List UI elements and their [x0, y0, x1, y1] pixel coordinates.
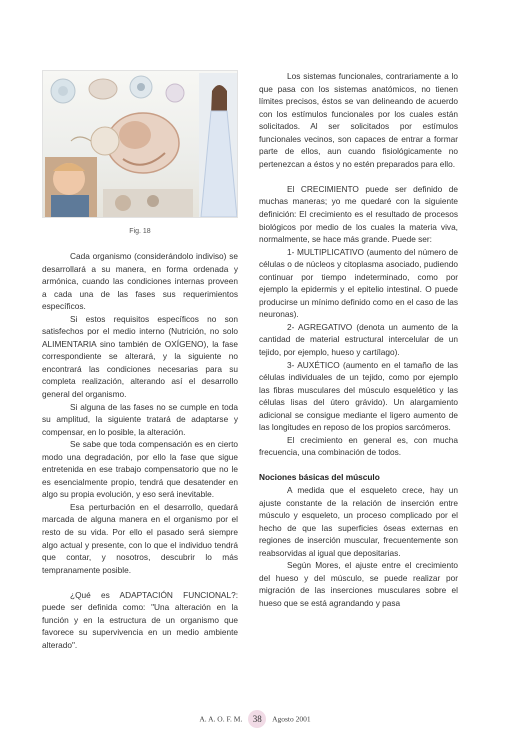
paragraph: 1- MULTIPLICATIVO (aumento del número de células o de núcleos y citoplasma asociado, pudiendo continuar por tiempo indeterminado, como por ejemplo la epidermis y el epitelio intestinal. O puede producirse un mínimo definido como en el caso de las neuronas). [259, 246, 458, 320]
paragraph: ¿Qué es ADAPTACIÓN FUNCIONAL?: puede ser definida como: "Una alteración en la función y en la estructura de un organismo que favorece su supervivencia en un medio ambiente alterado". [42, 589, 238, 650]
paragraph: Se sabe que toda compensación es en cierto modo una degradación, por ello la fase que sigue entretenida en ese trabajo compensatorio que no le es esencialmente propio, tendrá que desatender en algo su propia evolución, y eso será inevitable. [42, 439, 238, 500]
right-column [259, 70, 458, 609]
paragraph: Si estos requisitos específicos no son satisfechos por el medio interno (Nutrición, no solo ALIMENTARIA sino también de OXÍGENO), la fase correspondiente se alterará, y la siguiente no encontrará las condiciones necesarias para su completa realización, alterando así el desarrollo general del organismo. [42, 313, 238, 400]
paragraph: A medida que el esqueleto crece, hay un ajuste constante de la relación de inserción entre músculo y esqueleto, un proceso complicado por el hecho de que las superficies óseas externas en regiones de inserción muscular, frecuentemente son reabsorvidas al igual que depositarias. [259, 484, 458, 558]
paragraph: Cada organismo (considerándolo indiviso) se desarrollará a su manera, en forma ordenada y armónica, cuando las condiciones internas proveen a cada una de las fases sus requerimientos específicos. [42, 251, 238, 312]
section-heading: Nociones básicas del músculo [259, 472, 380, 483]
page-number: 38 [248, 710, 266, 728]
figure-image [42, 70, 238, 218]
collage-illustration [43, 71, 238, 218]
figure-caption: Fig. 18 [129, 228, 151, 235]
paragraph: Según Mores, el ajuste entre el crecimiento del hueso y del músculo, se puede realizar por migración de las inserciones musculares sobre el hueso que se está agrandando y pasa [259, 560, 458, 608]
paragraph: Si alguna de las fases no se cumple en toda su amplitud, la siguiente tratará de adaptarse y compensar, en lo posible, la alteración. [42, 401, 238, 437]
left-column [42, 250, 238, 651]
issue-date: Agosto 2001 [272, 714, 311, 724]
paragraph: El crecimiento en general es, con mucha frecuencia, una combinación de todos. [259, 434, 458, 458]
paragraph: Los sistemas funcionales, contrariamente a lo que pasa con los sistemas anatómicos, no tienen límites precisos, éstos se van delineando de acuerdo con los estímulos funcionales por los cuales están solicitados. Al ser solicitados por estímulos funcionales vecinos, son capaces de entrar a formar parte de ellos, aun cuando fisiológicamente no pertenezcan a éstos y no estén preparados para ello. [259, 71, 458, 169]
journal-name: A. A. O. F. M. [199, 714, 243, 724]
paragraph: 2- AGREGATIVO (denota un aumento de la cantidad de material estructural intercelular de un tejido, por ejemplo, hueso y cartílago). [259, 321, 458, 357]
paragraph: Esa perturbación en el desarrollo, quedará marcada de alguna manera en el organismo por el resto de su vida. Por ello el pasado será siempre algo actual y presente, con lo que el individuo tendrá que contar, y nosotros, descubrir lo más tempranamente posible. [42, 501, 238, 575]
paragraph: 3- AUXÉTICO (aumento en el tamaño de las células individuales de un tejido, como por ejemplo las fibras musculares del músculo esquelético y las células lisas del útero grávido). Un alargamiento adicional se consigue mediante el ligero aumento de las longitudes en reposo de los propios sarcómeros. [259, 359, 458, 433]
paragraph: El CRECIMIENTO puede ser definido de muchas maneras; yo me quedaré con la siguiente definición: El crecimiento es el resultado de procesos biológicos por medio de los cuales la materia viva, normalmente, se hace más grande. Puede ser: [259, 183, 458, 245]
page-footer [0, 710, 510, 728]
